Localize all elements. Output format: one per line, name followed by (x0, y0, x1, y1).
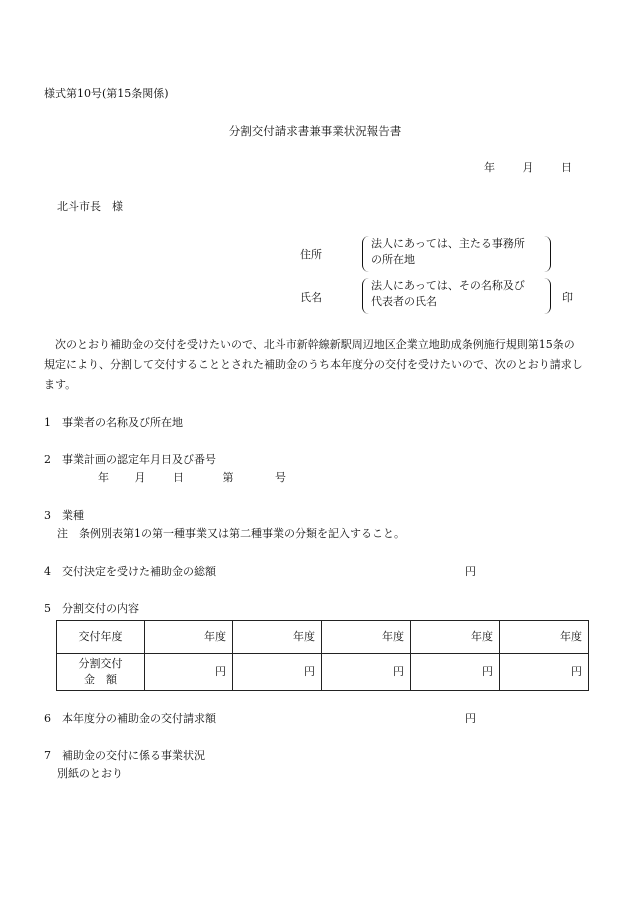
addressee: 北斗市長 様 (57, 200, 123, 213)
date-line (484, 160, 572, 176)
amount-cell-2: 円 (233, 654, 322, 691)
fiscal-year-cell-3: 年度 (322, 621, 411, 654)
section-1-heading: 1 事業者の名称及び所在地 (44, 416, 183, 429)
section-7-body: 別紙のとおり (57, 767, 123, 780)
section-2-fields (98, 470, 286, 486)
section-2-heading: 2 事業計画の認定年月日及び番号 (44, 453, 216, 466)
installment-amount-header-line1: 分割交付 (78, 657, 123, 670)
section-6-heading: 6 本年度分の補助金の交付請求額 (44, 712, 216, 725)
fiscal-year-cell-1: 年度 (145, 621, 233, 654)
fiscal-year-cell-5: 年度 (500, 621, 589, 654)
form-number: 様式第10号(第15条関係) (44, 87, 169, 100)
section-7-heading: 7 補助金の交付に係る事業状況 (44, 749, 205, 762)
seal-mark: 印 (562, 291, 573, 304)
section-3-heading: 3 業種 (44, 509, 84, 522)
name-note-bracket (362, 278, 551, 314)
s2-month: 月 (134, 471, 146, 484)
document-title: 分割交付請求書兼事業状況報告書 (228, 124, 402, 138)
section-6-unit: 円 (465, 712, 476, 725)
section-4-unit: 円 (465, 565, 476, 578)
s2-go: 号 (275, 471, 286, 484)
address-label: 住所 (300, 248, 322, 261)
table-row (57, 654, 589, 691)
section-3-note: 注 条例別表第1の第一種事業又は第二種事業の分類を記入すること。 (57, 527, 405, 540)
section-4-heading: 4 交付決定を受けた補助金の総額 (44, 565, 216, 578)
address-note-line2: の所在地 (371, 253, 415, 266)
address-note-line1: 法人にあっては、主たる事務所 (371, 237, 525, 250)
installment-amount-header-line2: 金 額 (84, 673, 117, 686)
name-label: 氏名 (300, 291, 322, 304)
fiscal-year-cell-4: 年度 (411, 621, 500, 654)
request-body-text: 次のとおり補助金の交付を受けたいので、北斗市新幹線新駅周辺地区企業立地助成条例施行規則第15条の規定により、分割して交付することとされた補助金のうち本年度分の交付を受けたいので、次のとおり請求します。 (44, 338, 583, 391)
address-note-bracket (362, 236, 551, 272)
name-note-line1: 法人にあっては、その名称及び (371, 279, 525, 292)
table-row (57, 621, 589, 654)
date-year: 年 (484, 161, 495, 174)
date-month: 月 (522, 161, 534, 174)
amount-cell-4: 円 (411, 654, 500, 691)
s2-dai: 第 (222, 471, 234, 484)
installment-amount-header (57, 654, 145, 691)
fiscal-year-cell-2: 年度 (233, 621, 322, 654)
amount-cell-3: 円 (322, 654, 411, 691)
name-note-line2: 代表者の氏名 (371, 295, 437, 308)
date-day: 日 (561, 161, 572, 174)
amount-cell-5: 円 (500, 654, 589, 691)
s2-day: 日 (173, 471, 184, 484)
s2-year: 年 (98, 471, 109, 484)
fiscal-year-header: 交付年度 (57, 621, 145, 654)
installment-table (56, 620, 589, 691)
section-5-heading: 5 分割交付の内容 (44, 602, 139, 615)
amount-cell-1: 円 (145, 654, 233, 691)
